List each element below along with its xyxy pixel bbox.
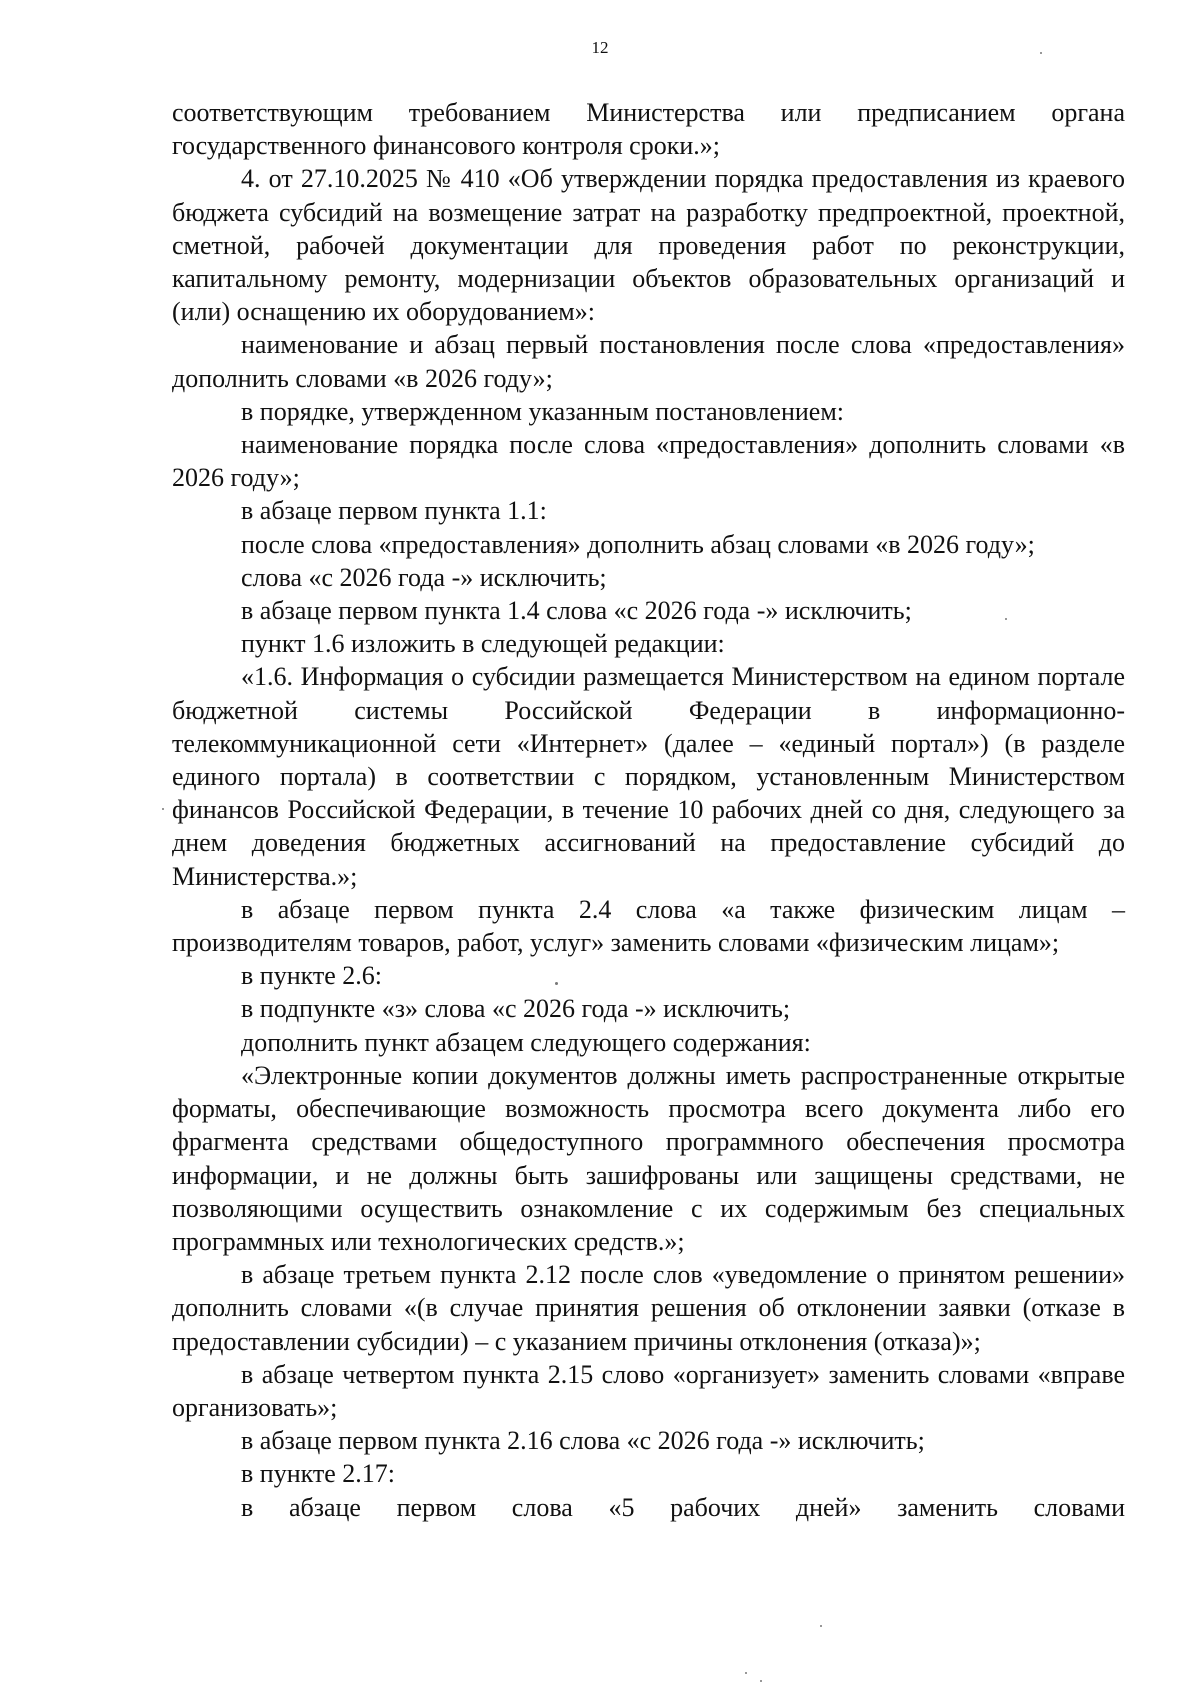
paragraph: наименование порядка после слова «предоставления» дополнить словами «в 2026 году»; — [172, 430, 1125, 493]
paragraph: пункт 1.6 изложить в следующей редакции: — [241, 629, 725, 659]
paragraph: в абзаце первом пункта 1.4 слова «с 2026 года -» исключить; — [241, 596, 912, 626]
paragraph: в пункте 2.6: — [241, 961, 383, 991]
scan-speck — [745, 1672, 747, 1674]
paragraph-continuation: соответствующим требованием Министерства или предписанием органа государственного финансового контроля сроки.»; — [172, 98, 1125, 161]
paragraph: в пункте 2.17: — [241, 1459, 396, 1489]
paragraph: в абзаце четвертом пункта 2.15 слово «организует» заменить словами «вправе организовать»; — [172, 1359, 1125, 1422]
paragraph: в подпункте «з» слова «с 2026 года -» исключить; — [241, 994, 791, 1024]
paragraph: в абзаце первом пункта 1.1: — [241, 496, 547, 526]
paragraph-quote: «Электронные копии документов должны иметь распространенные открытые форматы, обеспечивающие возможность просмотра всего документа либо его фрагмента средствами общедоступного программного обеспечения просмотра информации, и не должны быть зашифрованы или защищены средствами, не позволяющими осуществить ознакомление с их содержимым без специальных программных или технологических средств.»; — [172, 1060, 1125, 1256]
scan-speck — [1005, 618, 1007, 620]
paragraph-last: в абзаце первом слова «5 рабочих дней» заменить словами — [241, 1492, 1125, 1522]
paragraph: в абзаце первом пункта 2.16 слова «с 2026 года -» исключить; — [241, 1426, 925, 1456]
paragraph-quote: «1.6. Информация о субсидии размещается Министерством на едином портале бюджетной системы Российской Федерации в информационно-телекоммуникационной сети «Интернет» (далее – «единый портал») (в разделе единого портала) в соответствии с порядком, установленным Министерством финансов Российской Федерации, в течение 10 рабочих дней со дня, следующего за днем доведения бюджетных ассигнований на предоставление субсидий до Министерства.»; — [172, 662, 1125, 891]
paragraph: в абзаце третьем пункта 2.12 после слов «уведомление о принятом решении» дополнить словами «(в случае принятия решения об отклонении заявки (отказе в предоставлении субсидии) – с указанием причины отклонения (отказа)»; — [172, 1260, 1125, 1356]
scan-speck — [162, 808, 164, 810]
paragraph: наименование и абзац первый постановления после слова «предоставления» дополнить словами «в 2026 году»; — [172, 330, 1125, 393]
paragraph: в порядке, утвержденном указанным постановлением: — [241, 396, 845, 426]
page-number: 12 — [591, 38, 609, 57]
scan-speck — [555, 982, 558, 985]
paragraph: дополнить пункт абзацем следующего содержания: — [241, 1027, 811, 1057]
paragraph: после слова «предоставления» дополнить абзац словами «в 2026 году»; — [241, 529, 1035, 559]
scan-speck — [1040, 52, 1042, 54]
scan-speck — [760, 1680, 762, 1682]
scan-speck — [820, 1625, 822, 1627]
paragraph: слова «с 2026 года -» исключить; — [241, 562, 607, 592]
paragraph: в абзаце первом пункта 2.4 слова «а также физическим лицам – производителям товаров, работ, услуг» заменить словами «физическим лицам»; — [172, 894, 1125, 958]
document-body — [172, 96, 1125, 1524]
paragraph-item-4: 4. от 27.10.2025 № 410 «Об утверждении порядка предоставления из краевого бюджета субсидий на возмещение затрат на разработку предпроектной, проектной, сметной, рабочей документации для проведения работ по реконструкции, капитальному ремонту, модернизации объектов образовательных организаций и (или) оснащению их оборудованием»: — [172, 164, 1125, 327]
